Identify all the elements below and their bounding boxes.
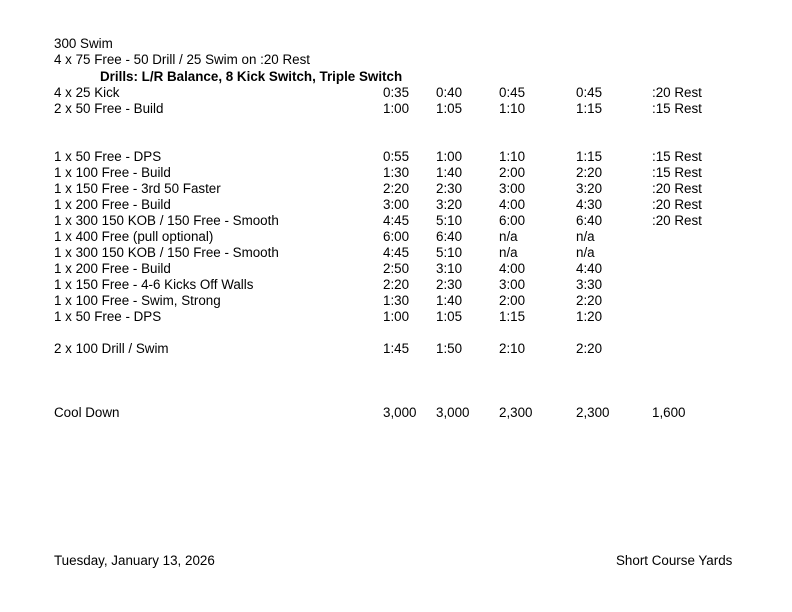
interval-1: 1:45 xyxy=(383,341,410,356)
interval-4: 3:20 xyxy=(576,181,603,196)
interval-4: 2:20 xyxy=(576,165,603,180)
set-row xyxy=(0,85,792,101)
set-label: 1 x 150 Free - 4-6 Kicks Off Walls xyxy=(54,277,254,292)
interval-1: 4:45 xyxy=(383,213,410,228)
rest-value: :15 Rest xyxy=(652,149,702,164)
interval-2: 1:05 xyxy=(436,101,463,116)
set-row xyxy=(0,165,792,181)
rest-value: :20 Rest xyxy=(652,181,702,196)
set-label: 1 x 400 Free (pull optional) xyxy=(54,229,214,244)
interval-1: 1:00 xyxy=(383,101,410,116)
interval-3: n/a xyxy=(499,245,518,260)
interval-1: 0:35 xyxy=(383,85,410,100)
rest-value: :20 Rest xyxy=(652,197,702,212)
set-row xyxy=(0,261,792,277)
interval-3: n/a xyxy=(499,229,518,244)
interval-2: 0:40 xyxy=(436,85,463,100)
interval-3: 3:00 xyxy=(499,277,526,292)
interval-2: 6:40 xyxy=(436,229,463,244)
set-label: 1 x 300 150 KOB / 150 Free - Smooth xyxy=(54,245,279,260)
interval-3: 4:00 xyxy=(499,197,526,212)
set-label: 1 x 100 Free - Build xyxy=(54,165,171,180)
interval-3: 2:00 xyxy=(499,293,526,308)
total-yards-1: 3,000 xyxy=(383,405,417,420)
set-row xyxy=(0,181,792,197)
interval-4: 1:15 xyxy=(576,101,603,116)
set-label: 1 x 150 Free - 3rd 50 Faster xyxy=(54,181,221,196)
set-label: 1 x 50 Free - DPS xyxy=(54,309,162,324)
set-row xyxy=(0,213,792,229)
interval-3: 4:00 xyxy=(499,261,526,276)
interval-4: 6:40 xyxy=(576,213,603,228)
interval-3: 3:00 xyxy=(499,181,526,196)
total-yards-2: 3,000 xyxy=(436,405,470,420)
interval-4: 1:15 xyxy=(576,149,603,164)
interval-4: 3:30 xyxy=(576,277,603,292)
rest-value: :20 Rest xyxy=(652,213,702,228)
interval-2: 1:05 xyxy=(436,309,463,324)
interval-2: 5:10 xyxy=(436,245,463,260)
set-label: 2 x 50 Free - Build xyxy=(54,101,164,116)
interval-3: 1:15 xyxy=(499,309,526,324)
interval-4: 0:45 xyxy=(576,85,603,100)
set-row xyxy=(0,277,792,293)
set-row xyxy=(0,101,792,117)
interval-3: 6:00 xyxy=(499,213,526,228)
interval-1: 6:00 xyxy=(383,229,410,244)
interval-2: 3:20 xyxy=(436,197,463,212)
interval-2: 2:30 xyxy=(436,277,463,292)
footer-course: Short Course Yards xyxy=(616,553,733,568)
rest-value: :15 Rest xyxy=(652,165,702,180)
rest-value: :20 Rest xyxy=(652,85,702,100)
interval-2: 1:00 xyxy=(436,149,463,164)
set-row xyxy=(0,149,792,165)
set-row xyxy=(0,309,792,325)
interval-3: 2:10 xyxy=(499,341,526,356)
interval-1: 3:00 xyxy=(383,197,410,212)
warmup-swim-line: 300 Swim xyxy=(54,36,113,51)
interval-1: 2:50 xyxy=(383,261,410,276)
set-label: 4 x 25 Kick xyxy=(54,85,120,100)
interval-1: 1:30 xyxy=(383,165,410,180)
interval-4: 4:40 xyxy=(576,261,603,276)
interval-1: 1:00 xyxy=(383,309,410,324)
interval-2: 2:30 xyxy=(436,181,463,196)
drills-line: Drills: L/R Balance, 8 Kick Switch, Triple Switch xyxy=(100,69,403,84)
interval-1: 4:45 xyxy=(383,245,410,260)
interval-2: 5:10 xyxy=(436,213,463,228)
set-row xyxy=(0,341,792,357)
interval-4: 4:30 xyxy=(576,197,603,212)
set-label: 1 x 200 Free - Build xyxy=(54,197,171,212)
interval-2: 1:40 xyxy=(436,165,463,180)
total-yards-3: 2,300 xyxy=(499,405,533,420)
cool-down-label: Cool Down xyxy=(54,405,120,420)
interval-2: 1:50 xyxy=(436,341,463,356)
total-yards-4: 2,300 xyxy=(576,405,610,420)
interval-1: 1:30 xyxy=(383,293,410,308)
interval-3: 1:10 xyxy=(499,149,526,164)
set-label: 1 x 300 150 KOB / 150 Free - Smooth xyxy=(54,213,279,228)
set-row xyxy=(0,245,792,261)
total-yards-5: 1,600 xyxy=(652,405,686,420)
footer-date: Tuesday, January 13, 2026 xyxy=(54,553,215,568)
set-row xyxy=(0,229,792,245)
interval-4: 2:20 xyxy=(576,293,603,308)
drill-swim-line: 4 x 75 Free - 50 Drill / 25 Swim on :20 Rest xyxy=(54,52,311,67)
interval-1: 0:55 xyxy=(383,149,410,164)
set-label: 1 x 200 Free - Build xyxy=(54,261,171,276)
interval-4: n/a xyxy=(576,229,595,244)
set-label: 2 x 100 Drill / Swim xyxy=(54,341,169,356)
interval-1: 2:20 xyxy=(383,181,410,196)
interval-2: 1:40 xyxy=(436,293,463,308)
interval-1: 2:20 xyxy=(383,277,410,292)
interval-3: 1:10 xyxy=(499,101,526,116)
interval-4: 2:20 xyxy=(576,341,603,356)
set-row xyxy=(0,293,792,309)
set-label: 1 x 50 Free - DPS xyxy=(54,149,162,164)
cool-down-row xyxy=(0,405,792,421)
interval-4: n/a xyxy=(576,245,595,260)
interval-4: 1:20 xyxy=(576,309,603,324)
interval-2: 3:10 xyxy=(436,261,463,276)
set-row xyxy=(0,197,792,213)
set-label: 1 x 100 Free - Swim, Strong xyxy=(54,293,221,308)
interval-3: 2:00 xyxy=(499,165,526,180)
interval-3: 0:45 xyxy=(499,85,526,100)
rest-value: :15 Rest xyxy=(652,101,702,116)
